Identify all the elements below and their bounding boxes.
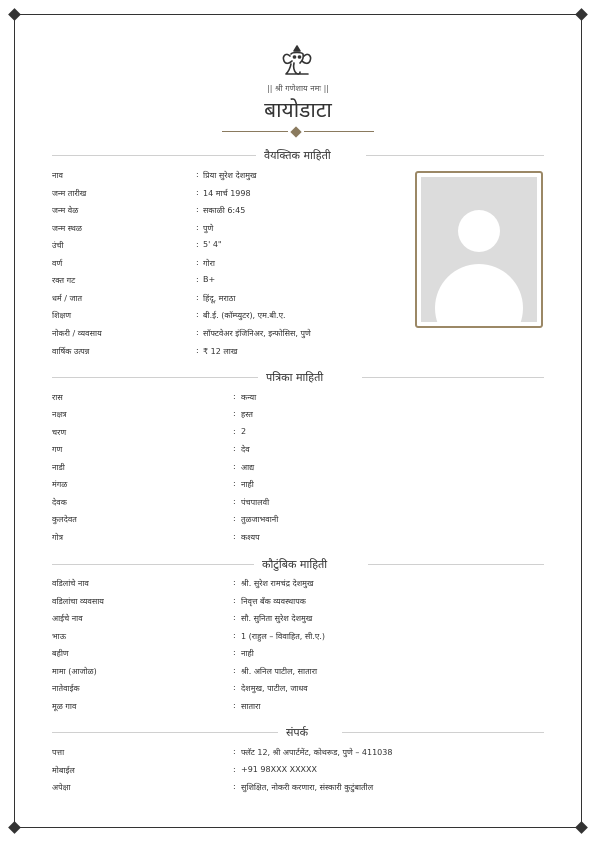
field-value: 5' 4" [203,240,222,249]
field-value: कश्यप [241,533,260,542]
field-label: उंची [52,241,64,250]
field-label: मूळ गाव [52,702,77,711]
field-label: वार्षिक उत्पन्न [52,347,90,356]
field-value: प्रिया सुरेश देशमुख [203,171,257,180]
field-label: कुलदेवत [52,515,77,524]
field-label: गोत्र [52,533,63,542]
field-label: मामा (आजोळ) [52,667,97,676]
field-label: रक्त गट [52,276,76,285]
field-label: पत्ता [52,748,65,757]
field-value: नाही [241,649,254,658]
field-value: बी.ई. (कॉम्प्युटर), एम.बी.ए. [203,311,286,320]
section-heading-personal [52,148,544,162]
section-heading-contact [52,725,544,739]
field-label: नाव [52,171,63,180]
field-label: जन्म वेळ [52,206,79,215]
section-heading-horoscope [52,370,544,384]
field-value: सुशिक्षित, नोकरी करणारा, संस्कारी कुटुंबातील [241,783,374,792]
field-label: अपेक्षा [52,783,71,792]
field-value: तुळजाभवानी [241,515,279,524]
field-value: कन्या [241,393,257,402]
field-label: वर्ण [52,259,63,268]
field-value: देशमुख, पाटील, जाधव [241,684,308,693]
field-value: B+ [203,275,216,284]
section-title: संपर्क [286,726,309,739]
field-value: देव [241,445,250,454]
ganesh-icon [280,42,314,80]
field-label: चरण [52,428,67,437]
field-label: नक्षत्र [52,410,67,419]
section-title: पत्रिका माहिती [266,371,324,384]
field-value: श्री. अनिल पाटील, सातारा [241,667,318,676]
field-value: हिंदू, मराठा [203,294,236,303]
invocation-text: || श्री गणेशाय नमः || [267,84,329,93]
field-label: बहीण [52,649,69,658]
field-label: जन्म स्थळ [52,224,82,233]
field-value: सॉफ्टवेअर इंजिनिअर, इन्फोसिस, पुणे [203,329,311,338]
field-value: 1 (राहुल – विवाहित, सी.ए.) [241,632,325,641]
field-label: देवक [52,498,67,507]
field-label: मोबाईल [52,766,75,775]
page-title: बायोडाटा [264,98,332,122]
field-value: श्री. सुरेश रामचंद्र देशमुख [241,579,314,588]
page-border [14,14,582,828]
field-value: गोरा [203,259,215,268]
avatar-body [435,264,523,322]
field-label: भाऊ [52,632,66,641]
field-value: पंचपालवी [241,498,270,507]
field-label: नोकरी / व्यवसाय [52,329,102,338]
field-label: शिक्षण [52,311,72,320]
field-label: आईचे नाव [52,614,83,623]
field-value: सौ. सुनिता सुरेश देशमुख [241,614,313,623]
field-value: नाही [241,480,254,489]
field-value: आद्य [241,463,255,472]
field-label: रास [52,393,63,402]
field-value: 14 मार्च 1998 [203,189,251,198]
field-value: ₹ 12 लाख [203,347,238,356]
field-value: पुणे [203,224,214,233]
avatar-head [458,210,500,252]
field-label: वडिलांचे नाव [52,579,89,588]
field-label: धर्म / जात [52,294,83,303]
section-heading-family [52,557,544,571]
section-title: कौटुंबिक माहिती [262,558,328,571]
section-title: वैयक्तिक माहिती [264,149,331,162]
field-value: सकाळी 6:45 [203,206,246,215]
field-label: जन्म तारीख [52,189,87,198]
field-label: मंगळ [52,480,68,489]
field-value: 2 [241,427,247,436]
field-label: वडिलांचा व्यवसाय [52,597,104,606]
profile-placeholder-icon [421,177,537,322]
title-ornament-line-right [304,131,374,132]
field-label: गण [52,445,63,454]
field-value: सातारा [241,702,261,711]
field-value: हस्त [241,410,253,419]
field-label: नातेवाईक [52,684,80,693]
field-value: फ्लॅट 12, श्री अपार्टमेंट, कोथरूड, पुणे – 411038 [241,748,393,757]
field-value: निवृत्त बँक व्यवस्थापक [241,597,306,606]
field-value: +91 98XXX XXXXX [241,765,317,774]
photo-frame [415,171,543,328]
title-ornament-line-left [222,131,288,132]
field-label: नाडी [52,463,65,472]
